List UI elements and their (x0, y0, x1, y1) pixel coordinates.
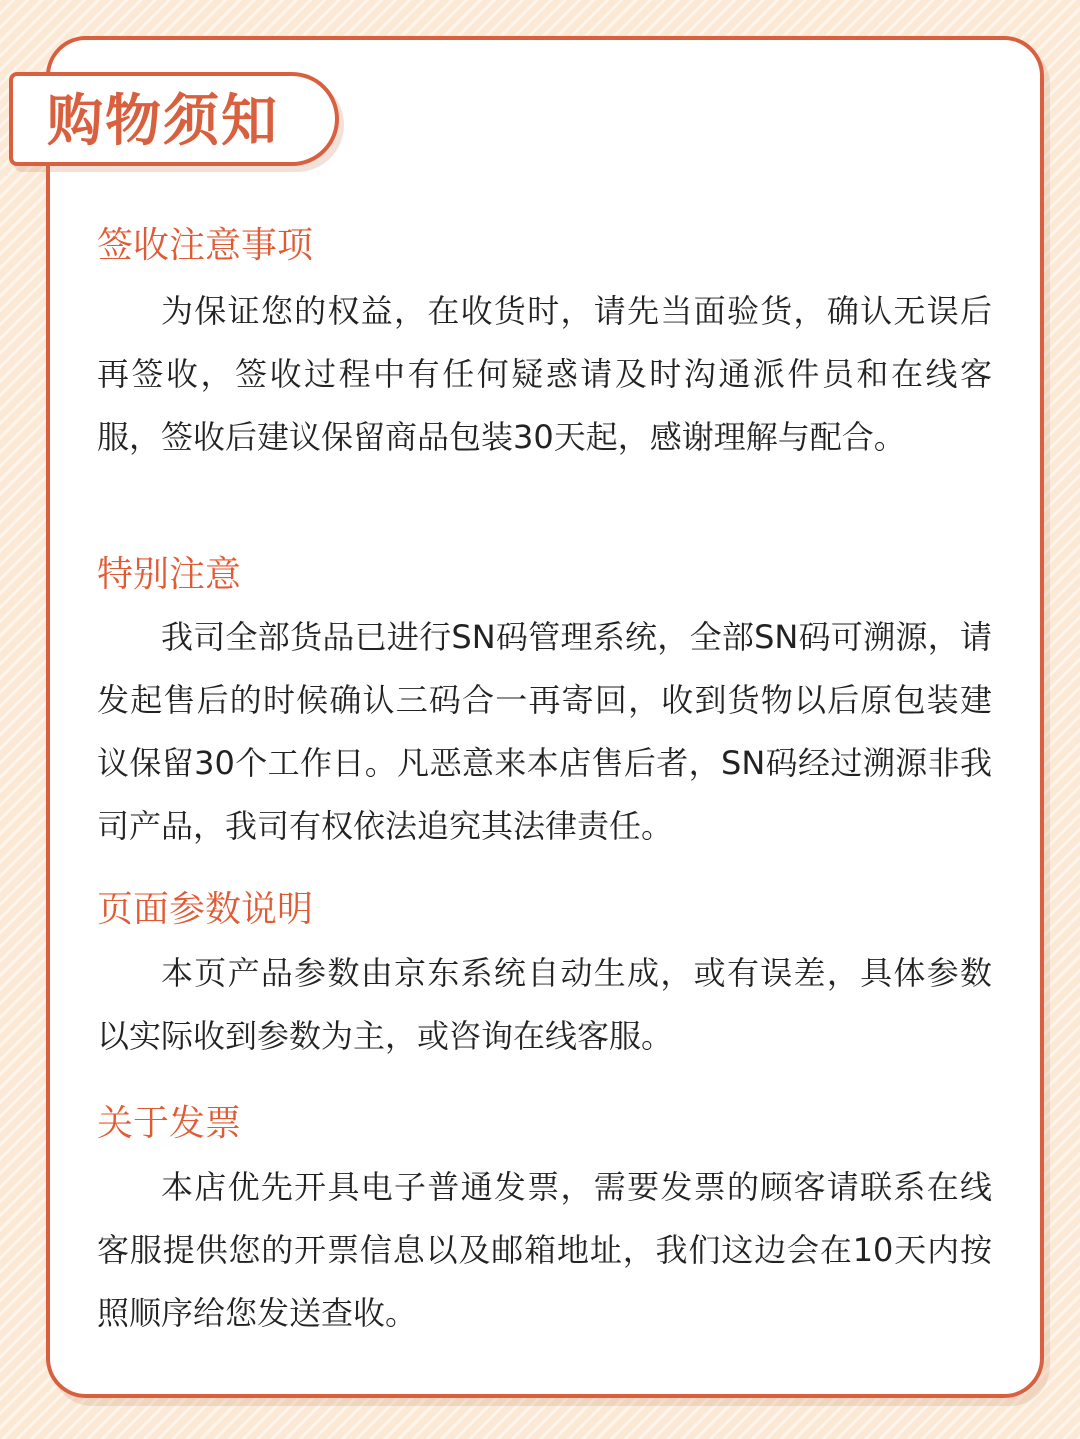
section-body-invoice: 本店优先开具电子普通发票，需要发票的顾客请联系在线客服提供您的开票信息以及邮箱地址，我们这边会在10天内按照顺序给您发送查收。 (97, 1168, 992, 1332)
section-body-parameters: 本页产品参数由京东系统自动生成，或有误差，具体参数以实际收到参数为主，或咨询在线客服。 (97, 954, 992, 1055)
section-body-special-notice: 我司全部货品已进行SN码管理系统，全部SN码可溯源，请发起售后的时候确认三码合一再寄回，收到货物以后原包装建议保留30个工作日。凡恶意来本店售后者，SN码经过溯源非我司产品，我司有权依法追究其法律责任。 (97, 618, 992, 845)
section-heading-delivery: 签收注意事项 (97, 225, 314, 266)
section-heading-parameters: 页面参数说明 (97, 889, 314, 930)
section-heading-invoice: 关于发票 (97, 1103, 242, 1144)
section-body-delivery: 为保证您的权益，在收货时，请先当面验货，确认无误后再签收，签收过程中有任何疑惑请及时沟通派件员和在线客服，签收后建议保留商品包装30天起，感谢理解与配合。 (97, 292, 992, 456)
page-title: 购物须知 (47, 89, 279, 154)
title-tab (9, 72, 339, 166)
section-heading-special-notice: 特别注意 (97, 554, 242, 595)
